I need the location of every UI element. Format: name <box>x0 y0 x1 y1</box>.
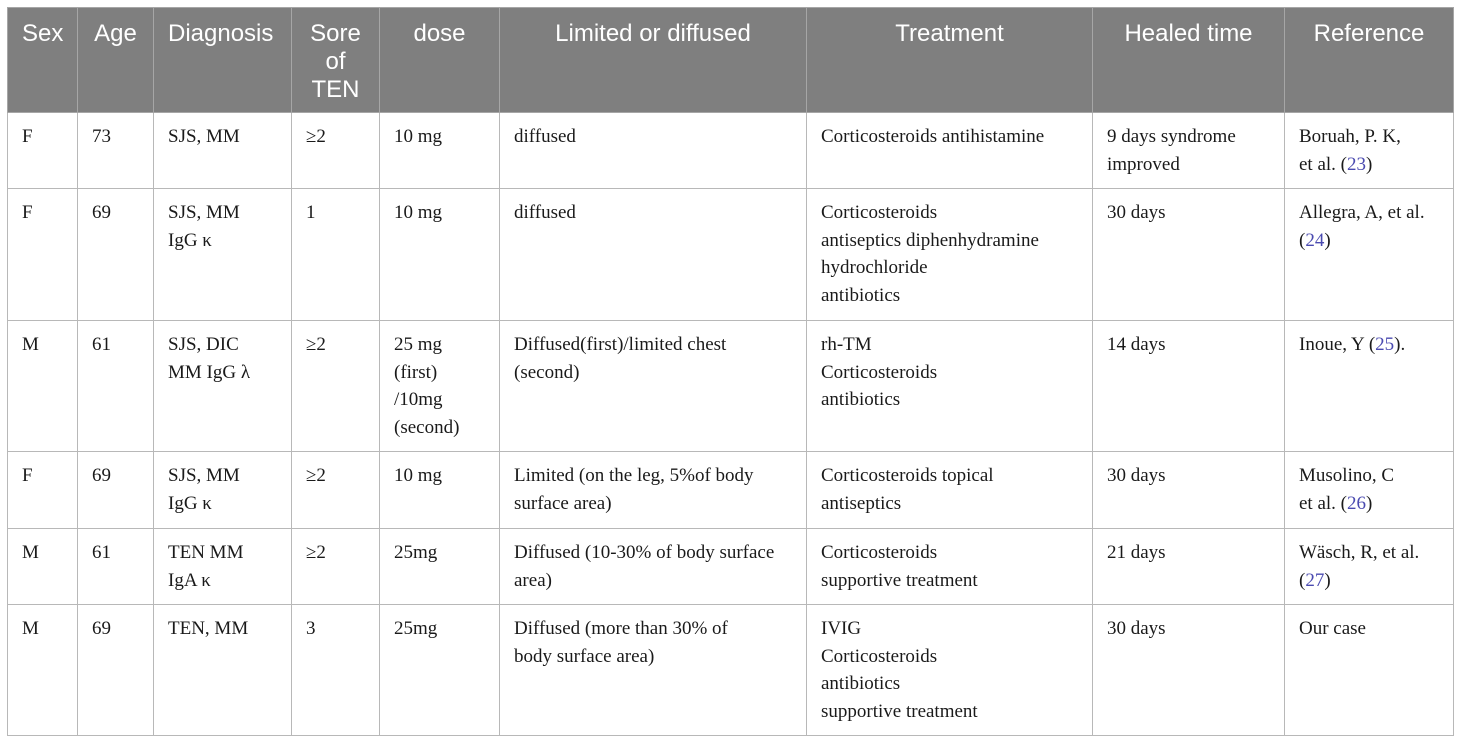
table-body <box>8 113 1454 736</box>
cell-treatment-line: Corticosteroids <box>821 645 938 667</box>
header-row <box>8 8 1454 113</box>
cell-age: 69 <box>78 452 154 529</box>
reference-citation <box>1299 331 1445 359</box>
cell-healed-time-line: 21 days <box>1107 542 1166 563</box>
cell-treatment <box>807 605 1093 736</box>
reference-citation <box>1299 490 1445 518</box>
cell-treatment <box>807 321 1093 452</box>
reference-text: ( <box>1299 229 1306 251</box>
reference-text-end: ) <box>1366 492 1373 514</box>
cell-dose-line: 25mg <box>394 618 438 639</box>
cell-limited-or-diffused-line: (second) <box>514 361 580 383</box>
cell-sex: M <box>8 605 78 736</box>
cell-healed-time <box>1093 452 1285 529</box>
cell-sex: M <box>8 529 78 605</box>
cell-treatment-line: hydrochloride <box>821 257 928 278</box>
cell-treatment <box>807 452 1093 529</box>
cell-healed-time-line: improved <box>1107 153 1180 175</box>
cell-reference <box>1285 321 1454 452</box>
cell-age: 69 <box>78 189 154 321</box>
reference-citation <box>1299 615 1445 643</box>
reference-link[interactable]: 24 <box>1305 229 1325 251</box>
cell-treatment-line: antibiotics <box>821 389 901 410</box>
cell-treatment-line: Corticosteroids topical <box>821 465 994 486</box>
table-row <box>8 605 1454 736</box>
table-row <box>8 452 1454 529</box>
cell-dose <box>380 189 500 321</box>
cell-treatment-line: Corticosteroids antihistamine <box>821 126 1045 147</box>
cell-treatment-line: supportive treatment <box>821 569 978 591</box>
cell-sore-of-ten: ≥2 <box>292 452 380 529</box>
cell-limited-or-diffused-line: Diffused(first)/limited chest <box>514 334 727 355</box>
header-treatment: Treatment <box>807 8 1093 113</box>
cell-limited-or-diffused <box>500 452 807 529</box>
cell-diagnosis <box>154 452 292 529</box>
cell-diagnosis-line: IgA κ <box>168 569 211 591</box>
cell-limited-or-diffused-line: Limited (on the leg, 5%of body <box>514 465 754 486</box>
cell-diagnosis-line: TEN MM <box>168 542 244 563</box>
cell-sex: F <box>8 189 78 321</box>
cell-dose <box>380 452 500 529</box>
cell-diagnosis-line: SJS, MM <box>168 126 240 147</box>
table-row <box>8 189 1454 321</box>
cell-dose <box>380 321 500 452</box>
cell-limited-or-diffused <box>500 189 807 321</box>
cell-sex: F <box>8 452 78 529</box>
reference-authors: Musolino, C <box>1299 465 1395 486</box>
cell-reference <box>1285 113 1454 189</box>
header-dose: dose <box>380 8 500 113</box>
cell-sore-of-ten: 3 <box>292 605 380 736</box>
cell-treatment-line: antiseptics <box>821 492 902 514</box>
cell-dose-line: 10 mg <box>394 202 443 223</box>
cell-limited-or-diffused-line: surface area) <box>514 492 612 514</box>
cell-healed-time-line: 30 days <box>1107 618 1166 639</box>
reference-link[interactable]: 26 <box>1347 492 1367 514</box>
reference-citation <box>1299 151 1445 179</box>
cell-sex: F <box>8 113 78 189</box>
cell-treatment-line: antibiotics <box>821 284 901 306</box>
cell-limited-or-diffused <box>500 321 807 452</box>
cell-healed-time <box>1093 113 1285 189</box>
cell-diagnosis-line: SJS, MM <box>168 465 240 486</box>
cell-healed-time-line: 14 days <box>1107 334 1166 355</box>
header-sore-line: Sore <box>310 20 361 47</box>
cell-dose <box>380 113 500 189</box>
cell-treatment-line: antibiotics <box>821 673 901 694</box>
reference-text: et al. ( <box>1299 153 1348 175</box>
cell-limited-or-diffused-line: Diffused (more than 30% of <box>514 618 728 639</box>
header-limited-or-diffused: Limited or diffused <box>500 8 807 113</box>
cell-treatment-line: rh-TM <box>821 334 872 355</box>
header-sore-line: TEN <box>311 76 360 103</box>
cell-limited-or-diffused-line: diffused <box>514 202 576 223</box>
cell-dose-line: /10mg <box>394 389 443 410</box>
cell-dose-line: 25mg <box>394 542 438 563</box>
cell-treatment-line: Corticosteroids <box>821 542 938 563</box>
cell-healed-time <box>1093 321 1285 452</box>
reference-authors: Boruah, P. K, <box>1299 126 1401 147</box>
reference-text: ( <box>1299 569 1306 591</box>
reference-text: Our case <box>1299 618 1366 639</box>
table-row <box>8 321 1454 452</box>
cell-age: 69 <box>78 605 154 736</box>
reference-text: Inoue, Y ( <box>1299 334 1376 355</box>
case-comparison-table <box>7 7 1454 736</box>
cell-treatment-line: Corticosteroids <box>821 361 938 383</box>
reference-authors: Wäsch, R, et al. <box>1299 542 1420 563</box>
header-age: Age <box>78 8 154 113</box>
header-diagnosis: Diagnosis <box>154 8 292 113</box>
cell-dose <box>380 605 500 736</box>
header-sex: Sex <box>8 8 78 113</box>
reference-text-end: ) <box>1324 229 1331 251</box>
cell-healed-time <box>1093 529 1285 605</box>
cell-diagnosis <box>154 529 292 605</box>
cell-treatment <box>807 113 1093 189</box>
cell-diagnosis-line: MM IgG λ <box>168 361 251 383</box>
header-sore-of-ten <box>292 8 380 113</box>
reference-citation <box>1299 227 1445 255</box>
cell-diagnosis <box>154 605 292 736</box>
cell-sore-of-ten: ≥2 <box>292 321 380 452</box>
cell-diagnosis-line: TEN, MM <box>168 618 249 639</box>
header-sore-line: of <box>325 48 346 75</box>
cell-treatment-line: Corticosteroids <box>821 202 938 223</box>
cell-limited-or-diffused <box>500 529 807 605</box>
table-container <box>7 7 1453 736</box>
reference-text-end: ). <box>1394 334 1406 355</box>
cell-healed-time-line: 30 days <box>1107 202 1166 223</box>
reference-link[interactable]: 25 <box>1375 334 1395 355</box>
cell-age: 61 <box>78 529 154 605</box>
cell-diagnosis <box>154 321 292 452</box>
reference-text-end: ) <box>1366 153 1373 175</box>
cell-diagnosis-line: SJS, MM <box>168 202 240 223</box>
table-row <box>8 529 1454 605</box>
header-reference: Reference <box>1285 8 1454 113</box>
reference-text-end: ) <box>1324 569 1331 591</box>
reference-authors: Allegra, A, et al. <box>1299 202 1425 223</box>
cell-healed-time <box>1093 189 1285 321</box>
cell-treatment <box>807 529 1093 605</box>
cell-healed-time <box>1093 605 1285 736</box>
cell-limited-or-diffused-line: area) <box>514 569 552 591</box>
cell-diagnosis-line: IgG κ <box>168 229 212 251</box>
cell-diagnosis-line: IgG κ <box>168 492 212 514</box>
cell-diagnosis <box>154 189 292 321</box>
cell-sore-of-ten: 1 <box>292 189 380 321</box>
cell-age: 61 <box>78 321 154 452</box>
cell-reference <box>1285 529 1454 605</box>
cell-limited-or-diffused-line: body surface area) <box>514 645 655 667</box>
cell-dose-line: (first) <box>394 361 438 383</box>
cell-healed-time-line: 30 days <box>1107 465 1166 486</box>
cell-diagnosis-line: SJS, DIC <box>168 334 239 355</box>
cell-treatment-line: supportive treatment <box>821 700 978 722</box>
cell-healed-time-line: 9 days syndrome <box>1107 126 1236 147</box>
reference-text: et al. ( <box>1299 492 1348 514</box>
cell-treatment <box>807 189 1093 321</box>
cell-dose-line: (second) <box>394 416 460 438</box>
cell-limited-or-diffused-line: Diffused (10-30% of body surface <box>514 542 775 563</box>
cell-reference <box>1285 189 1454 321</box>
cell-limited-or-diffused <box>500 113 807 189</box>
cell-sore-of-ten: ≥2 <box>292 529 380 605</box>
cell-treatment-line: antiseptics diphenhydramine <box>821 229 1039 251</box>
cell-dose-line: 25 mg <box>394 334 443 355</box>
cell-dose-line: 10 mg <box>394 126 443 147</box>
cell-sore-of-ten: ≥2 <box>292 113 380 189</box>
cell-dose <box>380 529 500 605</box>
reference-link[interactable]: 27 <box>1305 569 1325 591</box>
header-healed-time: Healed time <box>1093 8 1285 113</box>
cell-reference <box>1285 605 1454 736</box>
cell-limited-or-diffused-line: diffused <box>514 126 576 147</box>
cell-diagnosis <box>154 113 292 189</box>
cell-sex: M <box>8 321 78 452</box>
cell-age: 73 <box>78 113 154 189</box>
reference-link[interactable]: 23 <box>1347 153 1367 175</box>
cell-reference <box>1285 452 1454 529</box>
cell-treatment-line: IVIG <box>821 618 862 639</box>
cell-limited-or-diffused <box>500 605 807 736</box>
reference-citation <box>1299 567 1445 595</box>
table-row <box>8 113 1454 189</box>
cell-dose-line: 10 mg <box>394 465 443 486</box>
